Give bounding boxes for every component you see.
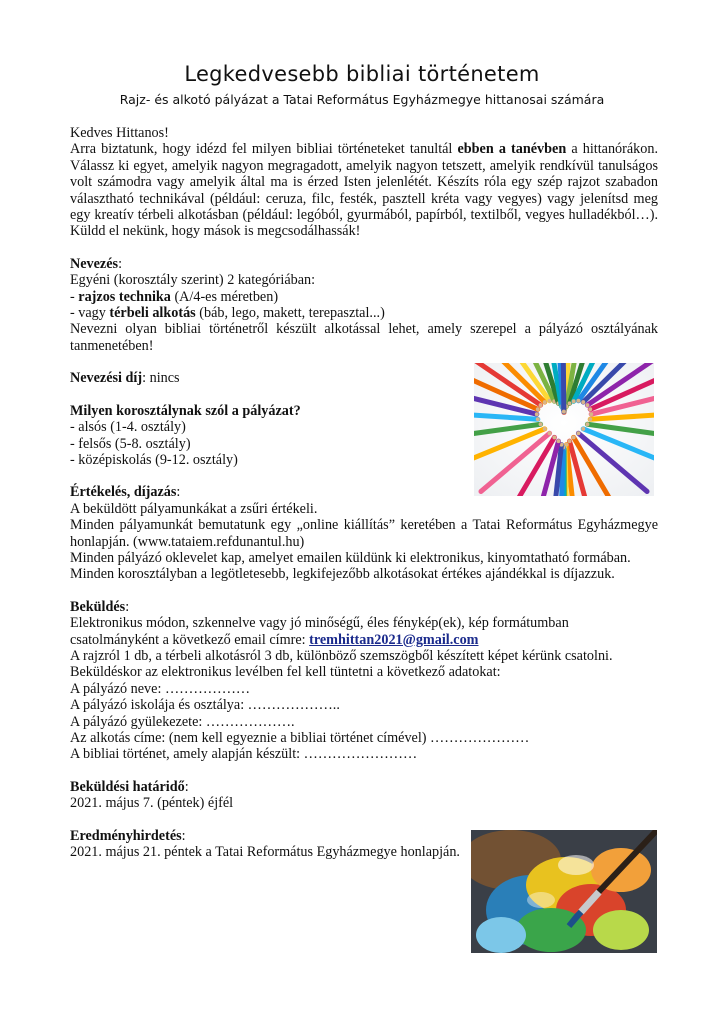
cat2-prefix: - vagy [70, 305, 110, 322]
hatarido-label: Beküldési határidő [70, 778, 185, 795]
korosztaly-heading: Milyen korosztálynak szól a pályázat? [70, 402, 301, 419]
form-field: A pályázó gyülekezete: ………………. [70, 713, 295, 730]
cat1-bold: rajzos technika [78, 288, 171, 305]
form-field: A bibliai történet, amely alapján készült: …………………… [70, 746, 418, 763]
hatarido-value: 2021. május 7. (péntek) éjfél [70, 795, 234, 812]
cat1-rest: (A/4-es méretben) [170, 288, 279, 305]
page-subtitle: Rajz- és alkotó pályázat a Tatai Református Egyházmegye hittanosai számára [119, 92, 605, 107]
bekuldes-heading: Beküldés: [70, 598, 130, 615]
cat1-prefix: - [70, 288, 79, 305]
hatarido-heading: Beküldési határidő: [70, 778, 189, 795]
eredmeny-value: 2021. május 21. péntek a Tatai Református Egyházmegye honlapján. [70, 844, 460, 861]
ertekeles-line: Minden pályázó oklevelet kap, amelyet emailen küldünk ki elektronikus, kinyomtatható formában. [70, 549, 631, 566]
category-3d [70, 305, 658, 321]
dij-label: Nevezési díj [70, 370, 143, 387]
intro-emphasis: ebben a tanévben [457, 141, 567, 158]
ertekeles-heading: Értékelés, díjazás: [70, 484, 181, 501]
ertekeles-label: Értékelés, díjazás [70, 484, 177, 501]
cat2-rest: (báb, lego, makett, terepasztal...) [195, 305, 385, 322]
greeting: Kedves Hittanos! [70, 125, 169, 141]
bekuldes-line: A rajzról 1 db, a térbeli alkotásról 3 db, különböző szemszögből készített képet kérünk csatolni. [70, 647, 613, 664]
form-field: Az alkotás címe: (nem kell egyeznie a bibliai történet címével) ………………… [70, 730, 530, 746]
intro-text-a: Arra biztatunk, hogy idézd fel milyen bibliai történeteket tanultál [70, 141, 458, 158]
ertekeles-line: Minden korosztályban a legötletesebb, legkifejezőbb alkotásokat értékes ajándékkal is díjazzuk. [70, 566, 615, 583]
cat2-bold: térbeli alkotás [109, 305, 196, 322]
eredmeny-heading: Eredményhirdetés: [70, 827, 186, 844]
age-item: - középiskolás (9-12. osztály) [70, 451, 238, 468]
ertekeles-line: A beküldött pályamunkákat a zsűri értékeli. [70, 500, 318, 517]
nevezes-note: Nevezni olyan bibliai történetről készült alkotással lehet, amely szerepel a pályázó osztályának tanmenetében! [70, 321, 658, 354]
intro-paragraph [70, 141, 658, 239]
dij-value: : nincs [142, 370, 180, 387]
category-drawing [70, 289, 658, 305]
nevezes-label: Nevezés [70, 255, 119, 272]
nevezes-line: Egyéni (korosztály szerint) 2 kategóriában: [70, 272, 316, 289]
age-item: - felsős (5-8. osztály) [70, 435, 191, 452]
email-link[interactable]: tremhittan2021@gmail.com [309, 631, 479, 648]
paint-palette-image [471, 830, 657, 953]
colored-pencils-image [474, 363, 654, 496]
page-title: Legkedvesebb bibliai történetem [184, 62, 540, 86]
pencils-heart-graphic [474, 363, 654, 496]
nevezes-heading: Nevezés: [70, 255, 123, 272]
age-item: - alsós (1-4. osztály) [70, 419, 186, 436]
bekuldes-label: Beküldés [70, 598, 126, 615]
intro-text-b: a hittanórákon. Válassz ki egyet, amelyik nagyon megragadott, amelyik nagyon tetszett, amelyik rendkívül tanulságos volt számodra vagy amelyik által ma is érzed Isten jelenlétét. Készíts róla egy szép rajzot szabadon választható technikával (például: ceruza, filc, festék, pasztell kréta vagy vegyes) vagy jelenítsd meg egy kreatív térbeli alkotásban (például: legóból, gyurmából, papírból, textilből, vegyes hulladékból…). Küldd el nekünk, hogy mások is megcsodálhassák! [70, 141, 658, 240]
eredmeny-label: Eredményhirdetés [70, 827, 182, 844]
bekuldes-line: Beküldéskor az elektronikus levélben fel kell tüntetni a következő adatokat: [70, 664, 501, 681]
form-field: A pályázó iskolája és osztálya: ……………….. [70, 697, 340, 714]
bekuldes-text: Elektronikus módon, szkennelve vagy jó minőségű, éles fénykép(ek), kép formátumban csatolmányként a következő email címre: [70, 615, 569, 648]
form-field: A pályázó neve: ……………… [70, 680, 251, 697]
bekuldes-instructions [70, 615, 630, 648]
ertekeles-line: Minden pályamunkát bemutatunk egy „online kiállítás” keretében a Tatai Református Egyházmegye honlapján. (www.tataiem.refdunantul.hu) [70, 517, 658, 550]
paint-palette-graphic [471, 830, 657, 953]
